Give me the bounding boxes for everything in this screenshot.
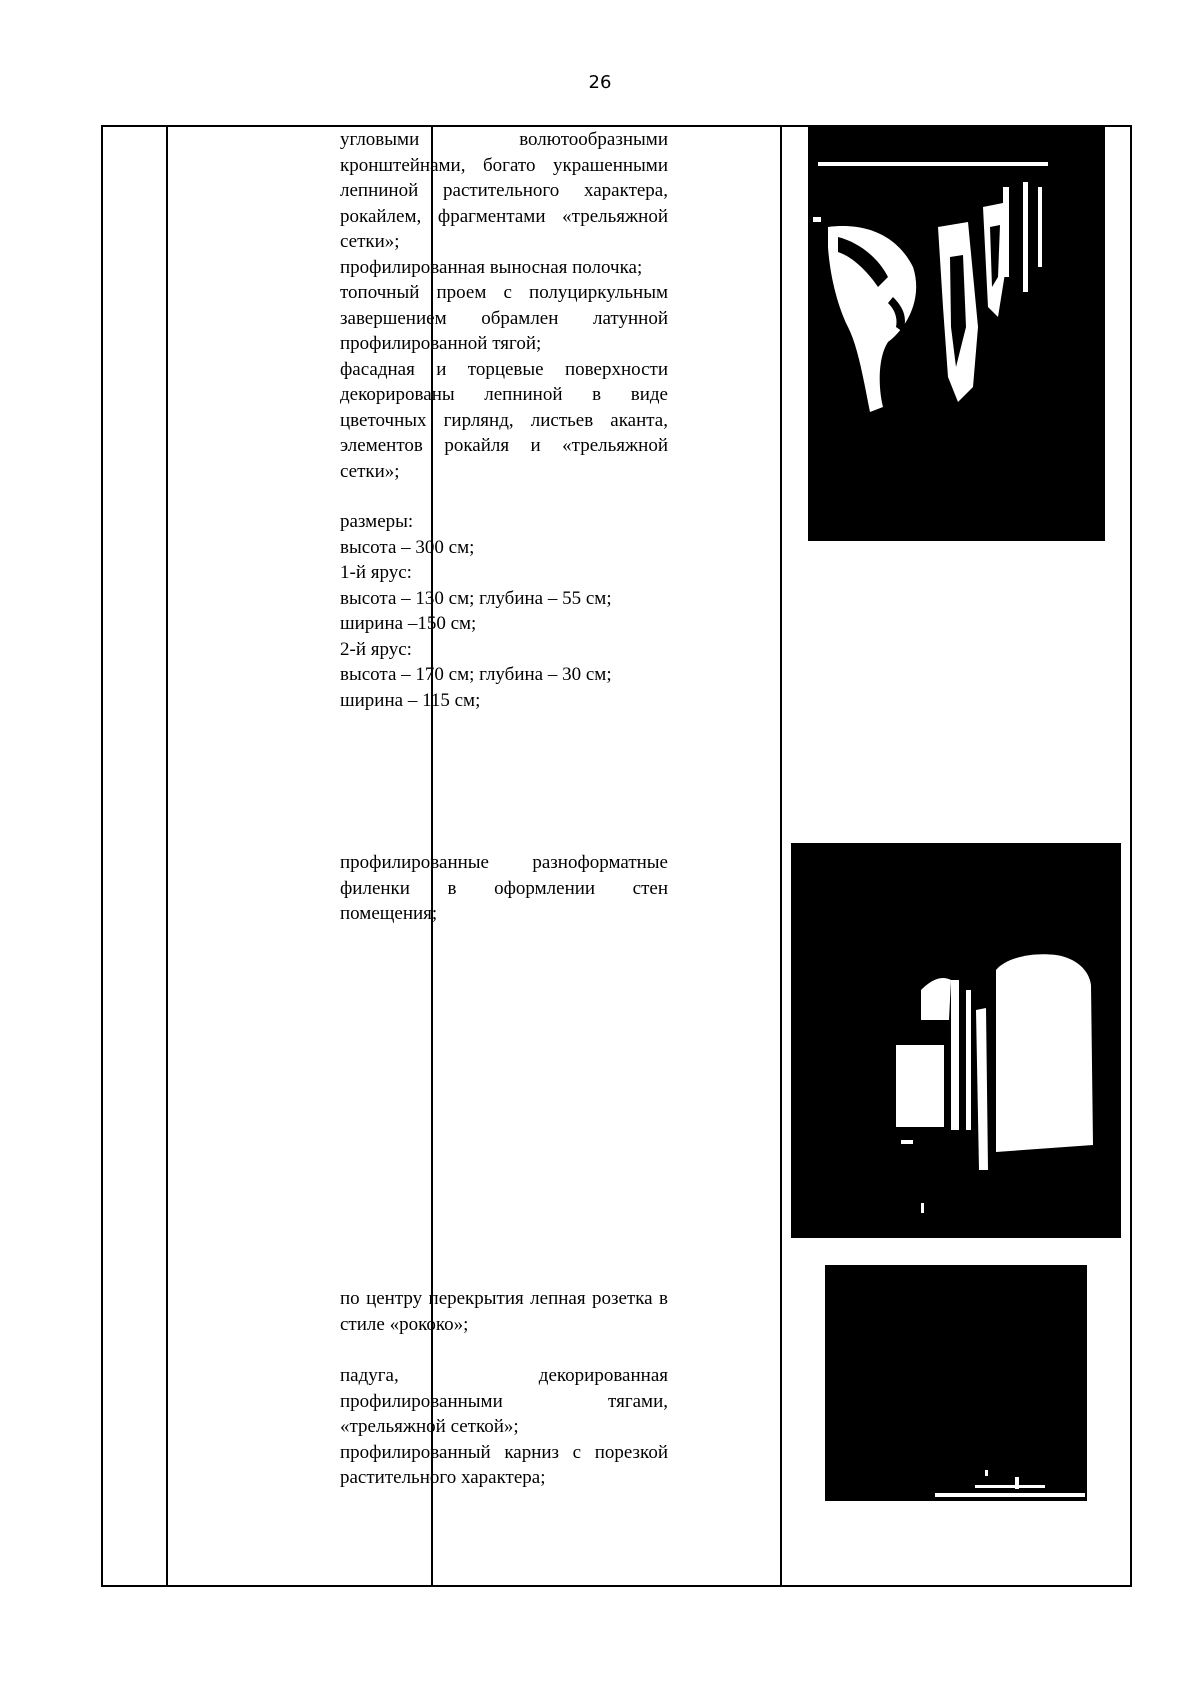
dimension-tier1-hd: высота – 130 см; глубина – 55 см; — [340, 587, 612, 609]
column-divider-3 — [780, 127, 782, 1585]
paragraph-firebox: топочный проем с полуциркульным завершением обрамлен латунной профилированной тягой; — [340, 282, 668, 354]
column-divider-1 — [166, 127, 168, 1585]
paragraph-rosette: по центру перекрытия лепная розетка в стиле «рококо»; — [340, 1288, 668, 1335]
photo-wall-panels — [791, 840, 1121, 1238]
page-number: 26 — [588, 72, 612, 93]
dimension-tier1-label: 1-й ярус: — [340, 562, 412, 583]
photo-fireplace-bracket — [808, 127, 1105, 541]
text-block-fireplace — [340, 127, 668, 713]
dimension-tier2-label: 2-й ярус: — [340, 638, 412, 660]
paragraph-brackets: угловыми волютообразными кронштейнами, богато украшенными лепниной растительного характера, рокайлем, фрагментами «трельяжной сетки»; — [340, 129, 668, 252]
paragraph-facade-decor: фасадная и торцевые поверхности декорированы лепниной в виде цветочных гирлянд, листьев аканта, элементов рокайля и «трельяжной сетки»; — [340, 358, 668, 482]
paragraph-panels: профилированные разноформатные филенки в оформлении стен помещения; — [340, 852, 668, 924]
dimension-tier1-width: ширина –150 см; — [340, 613, 477, 634]
photo-ceiling-rosette — [825, 1265, 1087, 1501]
text-block-cornice — [340, 1363, 668, 1491]
dimension-tier2-hd: высота – 170 см; глубина – 30 см; — [340, 664, 612, 685]
text-block-rosette — [340, 1286, 668, 1337]
paragraph-cornice: профилированный карниз с порезкой растительного характера; — [340, 1441, 668, 1488]
dimensions-heading: размеры: — [340, 511, 414, 532]
paragraph-shelf: профилированная выносная полочка; — [340, 256, 643, 278]
text-block-panels — [340, 850, 668, 927]
dimension-tier2-width: ширина – 115 см; — [340, 689, 481, 711]
paragraph-paduga: падуга, декорированная профилированными тягами, «трельяжной сеткой»; — [340, 1365, 668, 1437]
dimension-height: высота – 300 см; — [340, 536, 475, 558]
